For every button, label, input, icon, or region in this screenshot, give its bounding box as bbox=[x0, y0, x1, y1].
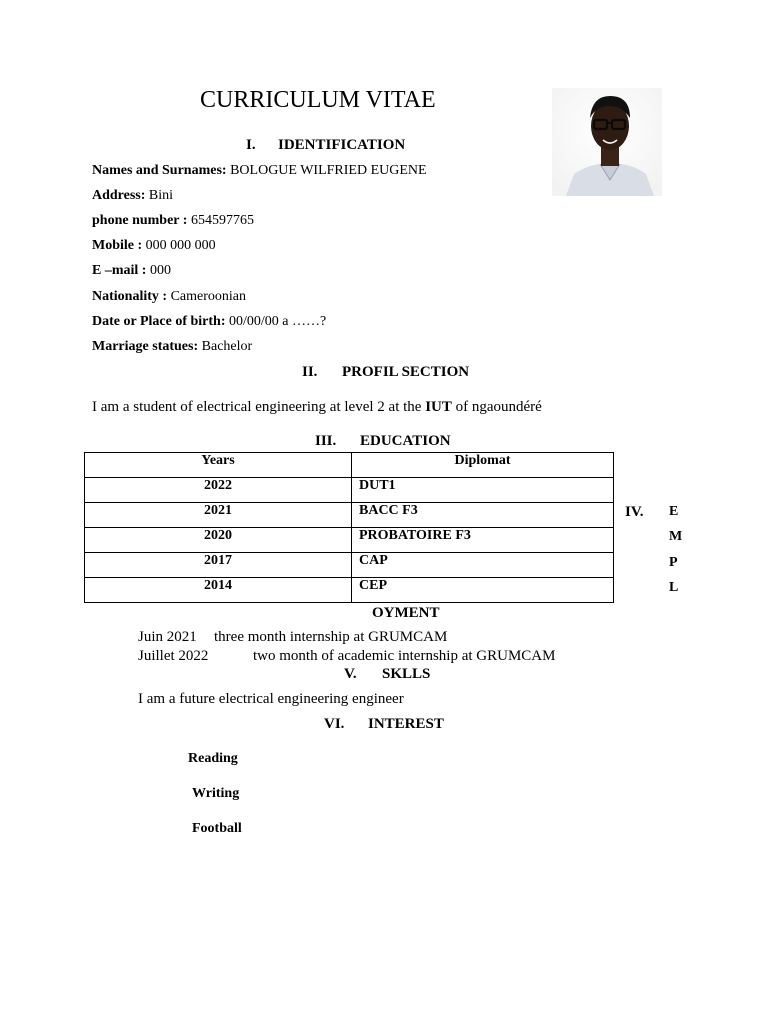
field-label: Date or Place of birth: bbox=[92, 314, 226, 329]
section-number: V. bbox=[344, 666, 357, 682]
table-cell-diploma: BACC F3 bbox=[352, 503, 614, 528]
field-value: Bachelor bbox=[198, 339, 253, 354]
section-title: INTEREST bbox=[368, 716, 444, 732]
table-row bbox=[85, 553, 614, 578]
skills-text: I am a future electrical engineering engineer bbox=[138, 691, 404, 707]
employment-heading-letter: L bbox=[669, 580, 679, 595]
marriage-field bbox=[92, 339, 252, 355]
employment-item bbox=[138, 629, 447, 646]
field-label: Address: bbox=[92, 188, 146, 203]
employment-item bbox=[138, 648, 555, 665]
employment-date: Juin 2021 bbox=[138, 629, 197, 645]
employment-heading-rest: OYMENT bbox=[372, 605, 440, 621]
interest-item: Writing bbox=[192, 786, 240, 801]
person-photo-icon bbox=[552, 88, 662, 196]
profile-text-start: I am a student of electrical engineering at level 2 at the bbox=[92, 399, 426, 415]
field-value: BOLOGUE WILFRIED EUGENE bbox=[226, 163, 427, 178]
address-field bbox=[92, 188, 173, 204]
section-profile-heading bbox=[302, 364, 469, 381]
employment-desc: two month of academic internship at GRUMCAM bbox=[253, 648, 556, 664]
field-value: 000 bbox=[146, 263, 171, 278]
interest-item: Football bbox=[192, 821, 242, 836]
mobile-field bbox=[92, 238, 216, 254]
employment-heading-letter: P bbox=[669, 555, 678, 570]
table-cell-diploma: DUT1 bbox=[352, 478, 614, 503]
names-field bbox=[92, 163, 427, 179]
profile-text-bold: IUT bbox=[425, 399, 452, 415]
table-row bbox=[85, 503, 614, 528]
section-title: PROFIL SECTION bbox=[342, 364, 470, 380]
field-value: 654597765 bbox=[187, 213, 254, 228]
table-cell-year: 2022 bbox=[85, 478, 352, 503]
table-cell-year: 2020 bbox=[85, 528, 352, 553]
profile-text bbox=[92, 399, 542, 416]
section-education-heading bbox=[315, 433, 451, 450]
person-photo bbox=[552, 88, 662, 196]
table-row bbox=[85, 528, 614, 553]
table-header-cell: Years bbox=[85, 453, 352, 478]
section-number: III. bbox=[315, 433, 337, 449]
table-cell-diploma: CAP bbox=[352, 553, 614, 578]
birth-field bbox=[92, 314, 326, 330]
field-label: Marriage statues: bbox=[92, 339, 199, 354]
table-cell-year: 2021 bbox=[85, 503, 352, 528]
field-label: Mobile : bbox=[92, 238, 143, 253]
table-cell-diploma: CEP bbox=[352, 578, 614, 603]
profile-text-end: of ngaoundéré bbox=[451, 399, 542, 415]
field-value: 000 000 000 bbox=[142, 238, 216, 253]
section-title: EDUCATION bbox=[360, 433, 451, 449]
section-number: I. bbox=[246, 137, 256, 153]
section-employment-number: IV. bbox=[625, 504, 644, 520]
field-label: E –mail : bbox=[92, 263, 147, 278]
field-label: Names and Surnames: bbox=[92, 163, 227, 178]
table-cell-year: 2017 bbox=[85, 553, 352, 578]
table-header-cell: Diplomat bbox=[352, 453, 614, 478]
section-skills-heading bbox=[344, 666, 430, 683]
employment-heading-letter: M bbox=[669, 529, 683, 544]
field-label: Nationality : bbox=[92, 289, 168, 304]
section-number: VI. bbox=[324, 716, 345, 732]
education-table bbox=[84, 452, 614, 603]
field-value: Cameroonian bbox=[167, 289, 246, 304]
field-label: phone number : bbox=[92, 213, 188, 228]
table-header-row bbox=[85, 453, 614, 478]
nationality-field bbox=[92, 289, 246, 305]
table-row bbox=[85, 578, 614, 603]
employment-heading-letter: E bbox=[669, 504, 679, 519]
interest-item: Reading bbox=[188, 751, 238, 766]
section-interest-heading bbox=[324, 716, 444, 733]
email-field bbox=[92, 263, 171, 279]
employment-desc: three month internship at GRUMCAM bbox=[214, 629, 448, 645]
section-title: IDENTIFICATION bbox=[278, 137, 406, 153]
table-cell-diploma: PROBATOIRE F3 bbox=[352, 528, 614, 553]
section-title: SKLLS bbox=[382, 666, 431, 682]
section-number: II. bbox=[302, 364, 318, 380]
field-value: 00/00/00 a ……? bbox=[225, 314, 327, 329]
table-cell-year: 2014 bbox=[85, 578, 352, 603]
section-identification-heading bbox=[246, 137, 405, 154]
employment-date: Juillet 2022 bbox=[138, 648, 209, 664]
phone-field bbox=[92, 213, 254, 229]
table-row bbox=[85, 478, 614, 503]
field-value: Bini bbox=[145, 188, 174, 203]
page-title: CURRICULUM VITAE bbox=[200, 87, 436, 113]
